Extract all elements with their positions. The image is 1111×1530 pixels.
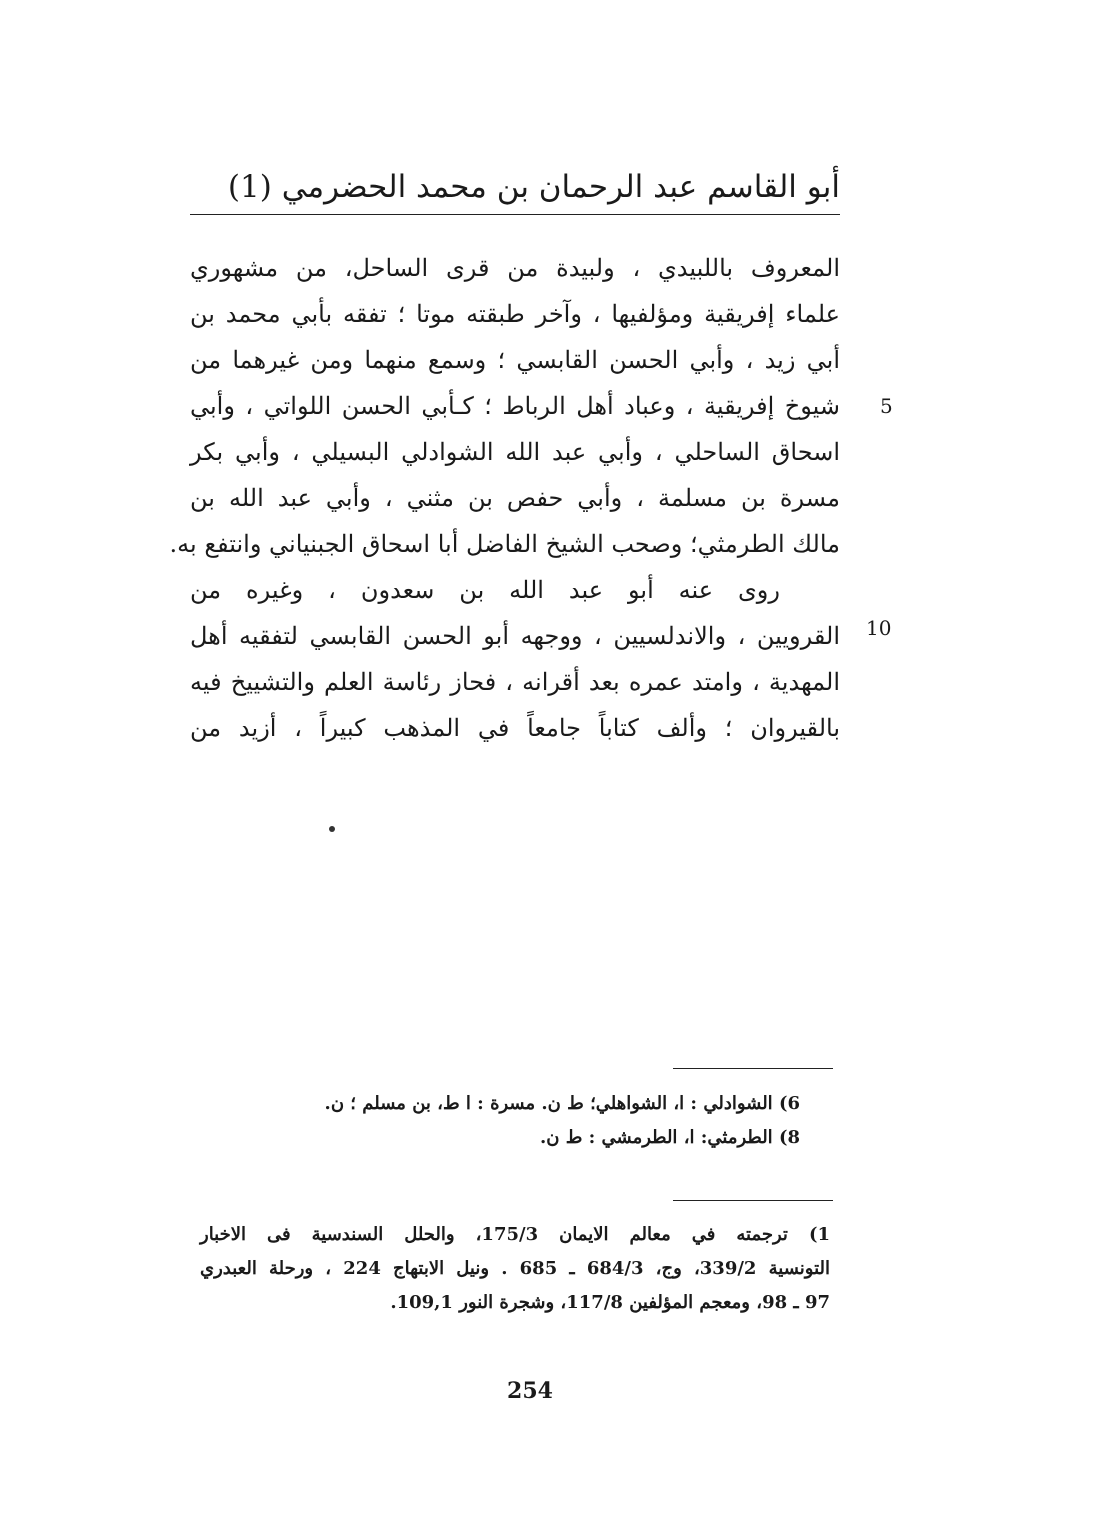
body-line: علماء إفريقية ومؤلفيها ، وآخر طبقته موتا ؛ تفقه بأبي محمد بن	[190, 300, 840, 328]
body-line: القرويين ، والاندلسيين ، ووجهه أبو الحسن القابسي لتفقيه أهل	[190, 622, 841, 650]
source-note-line: التونسية 339/2، وج، 684/3 ـ 685 . ونيل الابتهاج 224 ، ورحلة العبدري	[200, 1258, 830, 1279]
body-line: أبي زيد ، وأبي الحسن القابسي ؛ وسمع منهما ومن غيرهما من	[190, 346, 841, 374]
body-line: المهدية ، وامتد عمره بعد أقرانه ، فحاز رئاسة العلم والتشييخ فيه	[190, 668, 840, 696]
footnote-rule	[673, 1068, 833, 1069]
body-line: بالقيروان ؛ وألف كتاباً جامعاً في المذهب كبيراً ، أزيد من	[190, 714, 841, 742]
variant-note: 8) الطرمثي: ا، الطرمشي : ط ن.	[539, 1127, 800, 1148]
body-line: مالك الطرمثي؛ وصحب الشيخ الفاضل أبا اسحاق الجبنياني وانتفع به.	[169, 530, 840, 558]
page-title: أبو القاسم عبد الرحمان بن محمد الحضرمي (1)	[227, 169, 840, 205]
body-line-indented: روى عنه أبو عبد الله بن سعدون ، وغيره من	[190, 576, 780, 604]
body-line: المعروف باللبيدي ، ولبيدة من قرى الساحل، من مشهوري	[190, 254, 840, 282]
body-line: مسرة بن مسلمة ، وأبي حفص بن مثني ، وأبي عبد الله بن	[190, 484, 840, 512]
body-line: اسحاق الساحلي ، وأبي عبد الله الشوادلي البسيلي ، وأبي بكر	[190, 438, 840, 466]
line-number-5: 5	[880, 394, 893, 418]
title-rule	[190, 214, 840, 215]
variant-note: 6) الشوادلي : ا، الشواهلي؛ ط ن. مسرة : ا ط، بن مسلم ؛ ن.	[324, 1093, 800, 1114]
source-note-line: 97 ـ 98، ومعجم المؤلفين 117/8، وشجرة النور 109,1.	[390, 1292, 830, 1313]
source-note-line: 1) ترجمته في معالم الايمان 175/3، والحلل السندسية فى الاخبار	[200, 1224, 830, 1245]
body-line: شيوخ إفريقية ، وعباد أهل الرباط ؛ كـأبي الحسن اللواتي ، وأبي	[190, 392, 840, 420]
line-number-10: 10	[866, 616, 892, 640]
ink-dot	[329, 826, 335, 832]
page-number: 254	[507, 1378, 553, 1404]
source-note-rule	[673, 1200, 833, 1201]
